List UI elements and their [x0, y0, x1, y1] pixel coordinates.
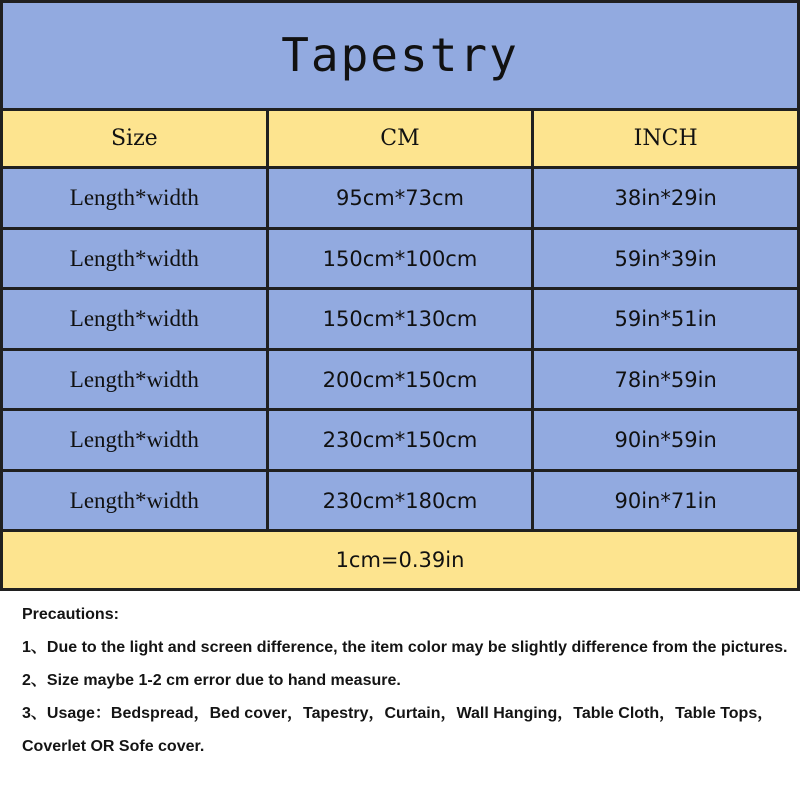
precaution-item: 1、Due to the light and screen difference, the item color may be slightly difference from the pictures.	[22, 639, 788, 656]
header-size: Size	[2, 109, 268, 167]
row-cm-value: 230cm*180cm	[267, 470, 533, 531]
table-row	[2, 470, 799, 531]
precautions-section	[22, 598, 792, 763]
precautions-heading: Precautions:	[22, 606, 119, 623]
header-inch: INCH	[533, 109, 799, 167]
row-cm-value: 95cm*73cm	[267, 168, 533, 229]
precaution-item: 3、Usage：Bedspread，Bed cover，Tapestry，Curtain，Wall Hanging，Table Cloth，Table Tops，Coverlet OR Sofe cover.	[22, 705, 774, 755]
conversion-note: 1cm=0.39in	[2, 531, 799, 590]
row-inch-value: 78in*59in	[533, 349, 799, 410]
row-inch-value: 38in*29in	[533, 168, 799, 229]
row-size-label: Length*width	[2, 228, 268, 289]
table-row	[2, 228, 799, 289]
row-inch-value: 59in*39in	[533, 228, 799, 289]
row-size-label: Length*width	[2, 289, 268, 350]
row-size-label: Length*width	[2, 410, 268, 471]
row-size-label: Length*width	[2, 168, 268, 229]
table-title: Tapestry	[2, 2, 799, 110]
table-row	[2, 410, 799, 471]
row-cm-value: 150cm*130cm	[267, 289, 533, 350]
table-row	[2, 168, 799, 229]
row-cm-value: 200cm*150cm	[267, 349, 533, 410]
row-inch-value: 90in*71in	[533, 470, 799, 531]
table-row	[2, 289, 799, 350]
row-inch-value: 59in*51in	[533, 289, 799, 350]
row-size-label: Length*width	[2, 470, 268, 531]
row-cm-value: 150cm*100cm	[267, 228, 533, 289]
table-row	[2, 349, 799, 410]
row-size-label: Length*width	[2, 349, 268, 410]
row-cm-value: 230cm*150cm	[267, 410, 533, 471]
precaution-item: 2、Size maybe 1-2 cm error due to hand measure.	[22, 672, 401, 689]
row-inch-value: 90in*59in	[533, 410, 799, 471]
header-cm: CM	[267, 109, 533, 167]
